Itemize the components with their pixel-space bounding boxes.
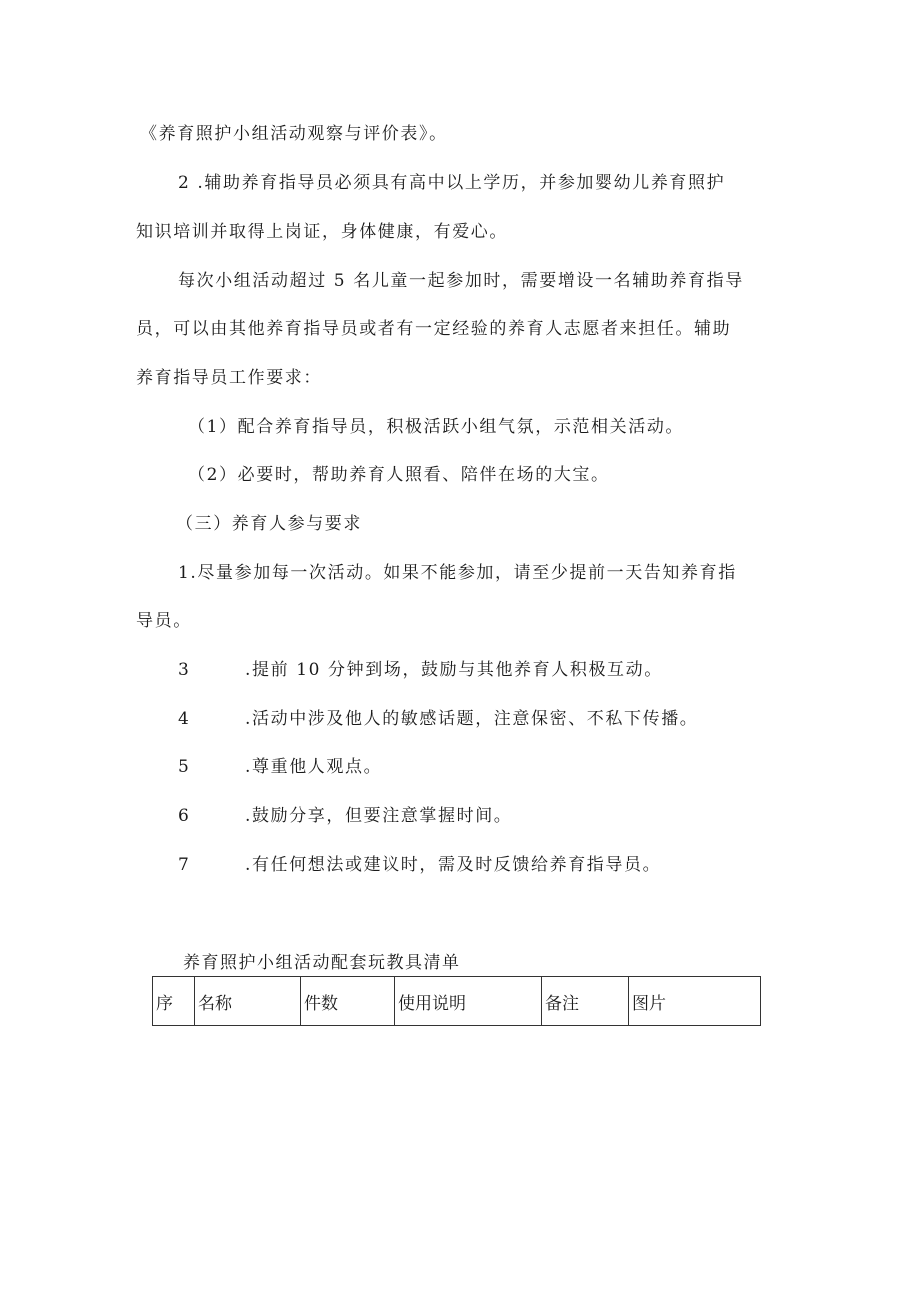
item-1-line-2: 导员。 <box>136 611 192 631</box>
paragraph-3-line-2: 员，可以由其他养育指导员或者有一定经验的养育人志愿者来担任。辅助 <box>136 319 732 339</box>
item-3-text: .提前 10 分钟到场，鼓励与其他养育人积极互动。 <box>245 660 663 680</box>
header-cell-image: 图片 <box>629 977 761 1026</box>
toy-table-header-row <box>153 977 761 1026</box>
form-title-line: 《养育照护小组活动观察与评价表》。 <box>140 124 448 144</box>
requirement-2: （2）必要时，帮助养育人照看、陪伴在场的大宝。 <box>188 465 610 485</box>
header-cell-usage: 使用说明 <box>395 977 542 1026</box>
paragraph-2-line-2: 知识培训并取得上岗证，身体健康，有爱心。 <box>136 222 508 242</box>
paragraph-3-line-1: 每次小组活动超过 5 名儿童一起参加时，需要增设一名辅助养育指导 <box>178 271 744 291</box>
item-4-text: .活动中涉及他人的敏感话题，注意保密、不私下传播。 <box>245 709 699 729</box>
item-5-text: .尊重他人观点。 <box>245 757 383 777</box>
item-5-number: 5 <box>178 757 189 777</box>
header-cell-name: 名称 <box>195 977 301 1026</box>
header-cell-quantity: 件数 <box>301 977 395 1026</box>
header-cell-notes: 备注 <box>542 977 629 1026</box>
item-3-number: 3 <box>178 660 189 680</box>
toy-table-title: 养育照护小组活动配套玩教具清单 <box>183 953 461 973</box>
item-6-number: 6 <box>178 806 189 826</box>
item-4-number: 4 <box>178 709 189 729</box>
requirement-1: （1）配合养育指导员，积极活跃小组气氛，示范相关活动。 <box>188 417 685 437</box>
item-7-number: 7 <box>178 855 189 875</box>
header-cell-index: 序 <box>153 977 195 1026</box>
section-3-heading: （三）养育人参与要求 <box>176 514 362 534</box>
item-7-text: .有任何想法或建议时，需及时反馈给养育指导员。 <box>245 855 662 875</box>
paragraph-3-line-3: 养育指导员工作要求： <box>136 368 322 388</box>
item-6-text: .鼓励分享，但要注意掌握时间。 <box>245 806 513 826</box>
paragraph-2-line-1: 2 .辅助养育指导员必须具有高中以上学历，并参加婴幼儿养育照护 <box>178 173 726 193</box>
toy-table <box>152 976 761 1026</box>
item-1-line-1: 1.尽量参加每一次活动。如果不能参加，请至少提前一天告知养育指 <box>178 563 737 583</box>
